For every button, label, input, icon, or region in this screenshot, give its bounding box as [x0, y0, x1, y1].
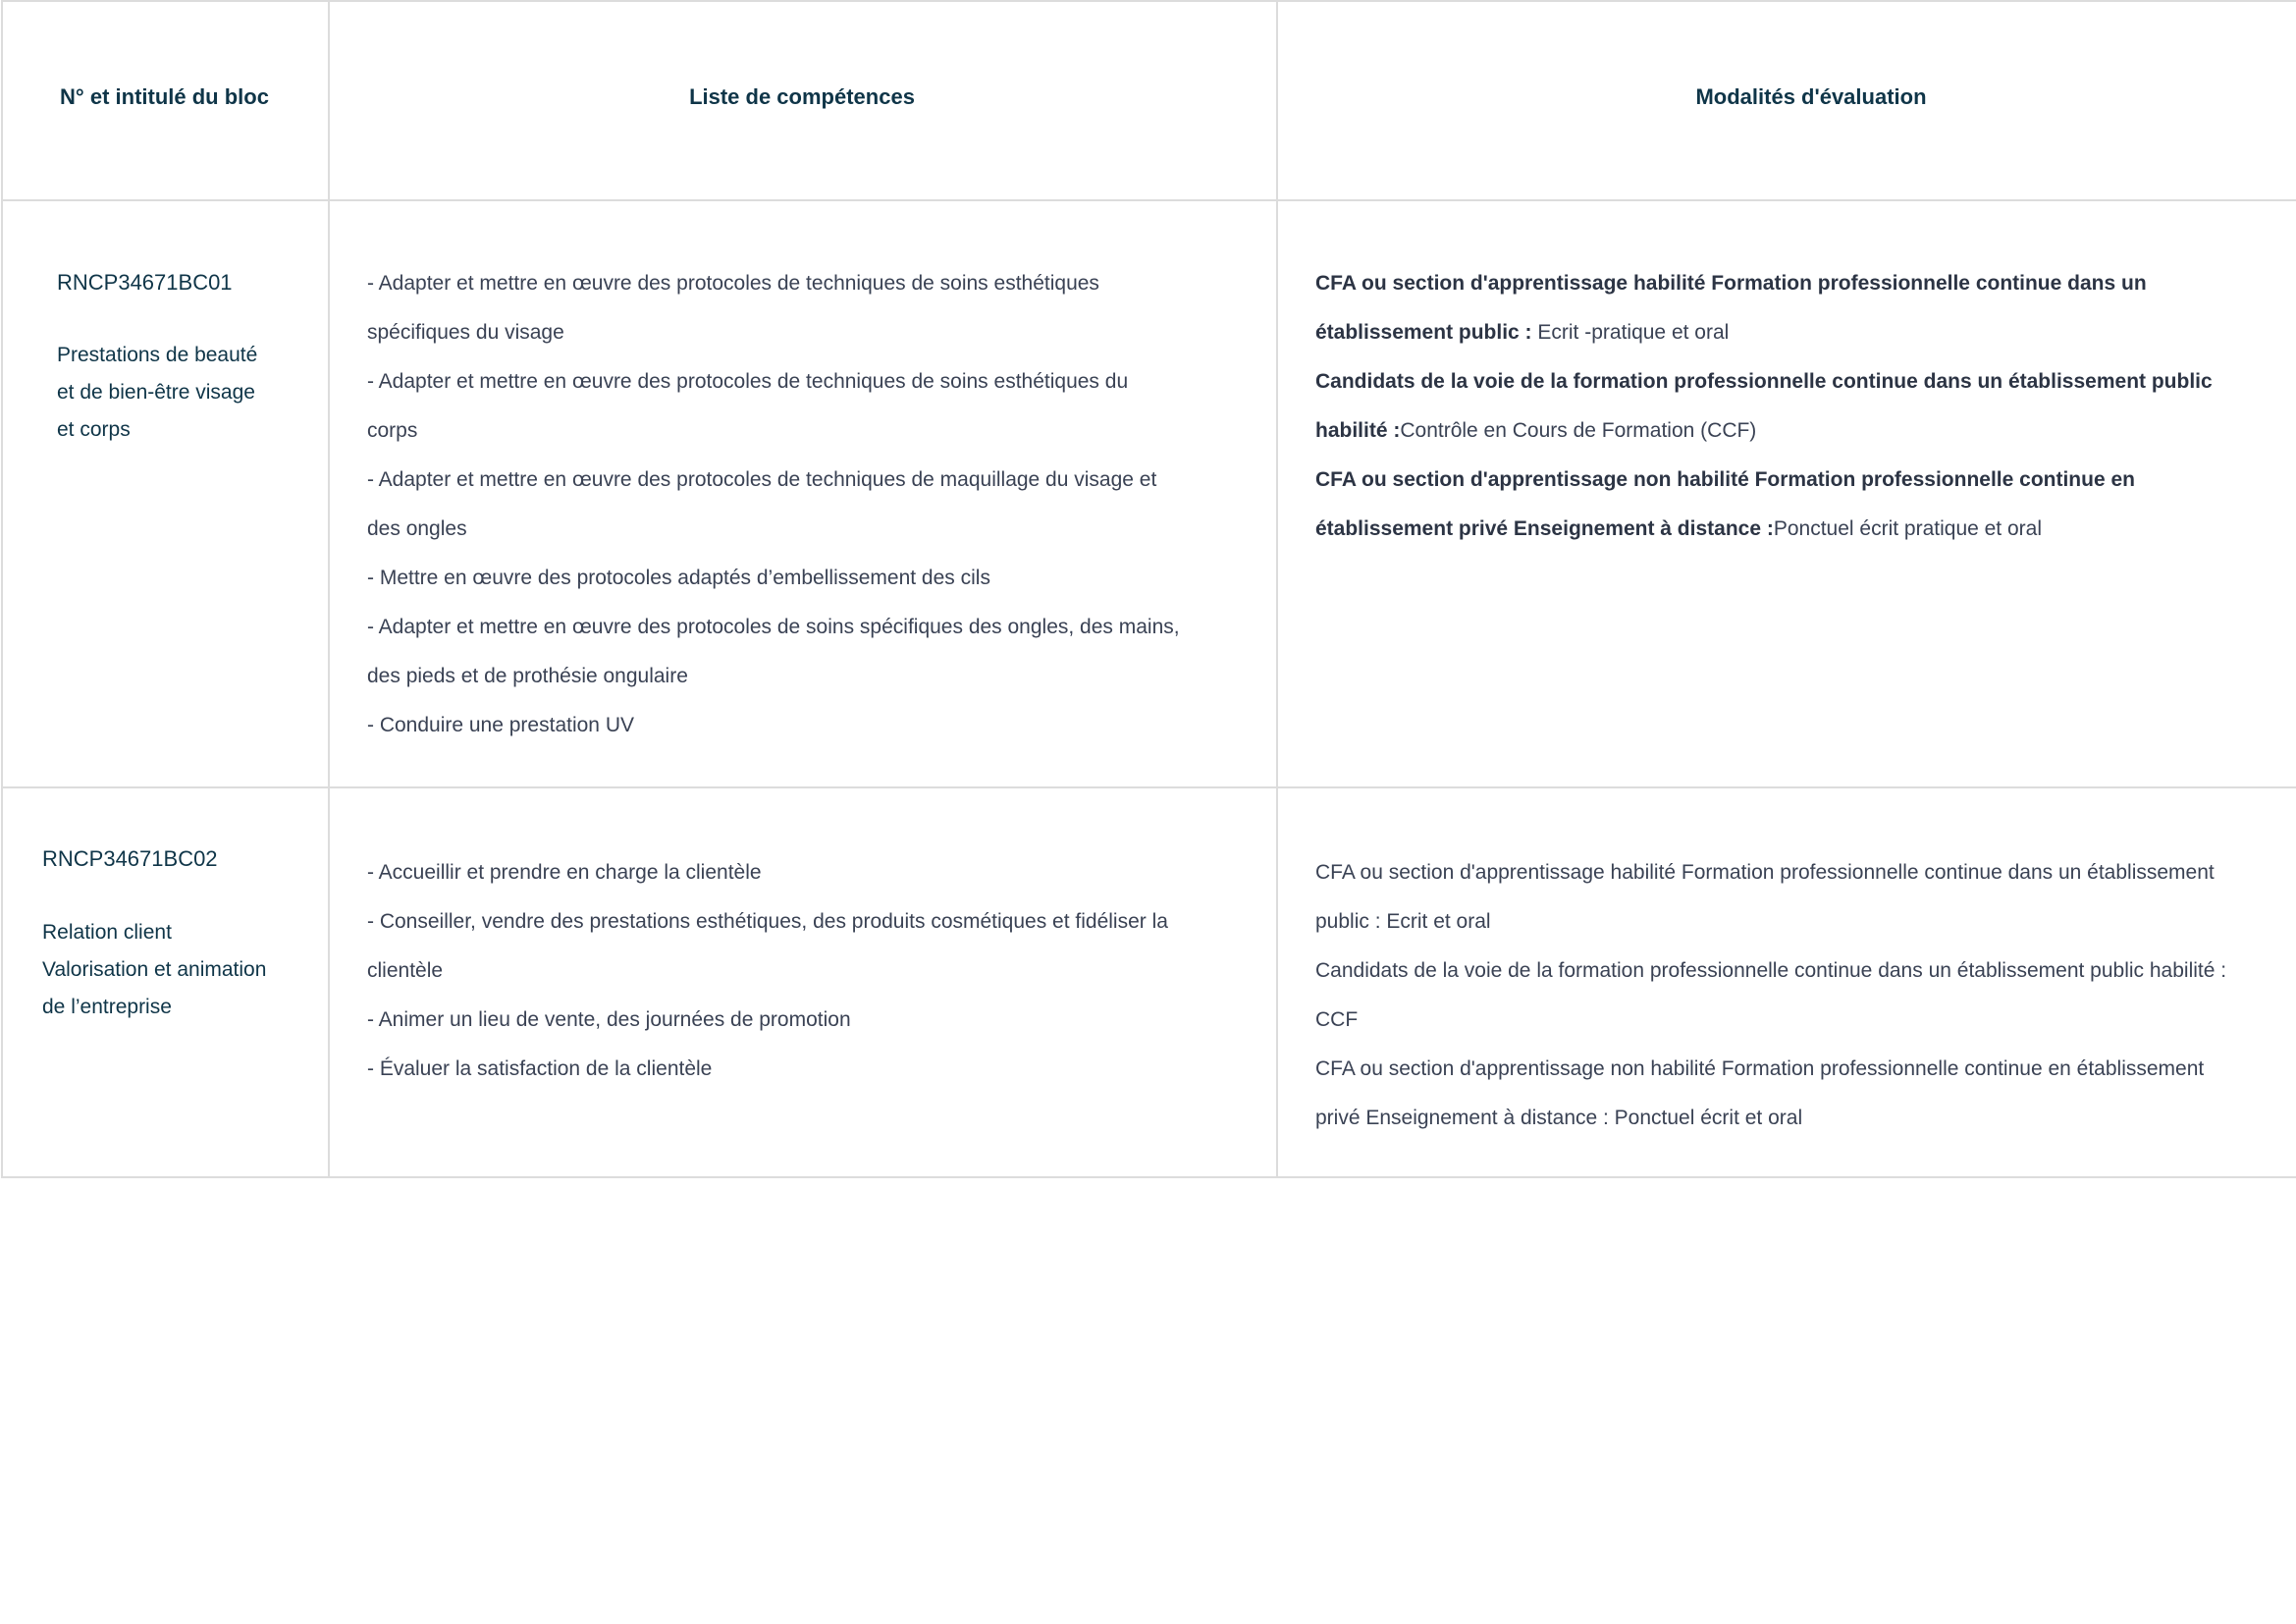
competence-line: clientèle: [367, 959, 444, 982]
evaluation-line: privé Enseignement à distance : Ponctuel écrit et oral: [1315, 1107, 1803, 1129]
row-divider: [3, 199, 2296, 201]
competence-line: - Accueillir et prendre en charge la clientèle: [367, 861, 762, 884]
bloc-title: Relation client Valorisation et animation de l’entreprise: [42, 921, 267, 1018]
competence-line: - Animer un lieu de vente, des journées de promotion: [367, 1008, 851, 1031]
bloc-code: RNCP34671BC01: [57, 270, 233, 295]
evaluation-text: [1315, 848, 2226, 1143]
evaluation-line: CFA ou section d'apprentissage non habilité Formation professionnelle continue en: [1315, 468, 2135, 491]
evaluation-line: CFA ou section d'apprentissage non habilité Formation professionnelle continue en établissement: [1315, 1057, 2205, 1080]
evaluation-line: public : Ecrit et oral: [1315, 910, 1491, 933]
evaluation-line: Candidats de la voie de la formation professionnelle continue dans un établissement public: [1315, 370, 2213, 393]
evaluation-line: CFA ou section d'apprentissage habilité Formation professionnelle continue dans un établissement: [1315, 861, 2215, 884]
evaluation-text: [1315, 259, 2213, 554]
competence-line: - Mettre en œuvre des protocoles adaptés d’embellissement des cils: [367, 567, 990, 589]
evaluation-line: Candidats de la voie de la formation professionnelle continue dans un établissement public habilité :: [1315, 959, 2227, 982]
evaluation-line: établissement public : Ecrit -pratique et oral: [1315, 321, 1730, 344]
competence-line: - Évaluer la satisfaction de la clientèle: [367, 1057, 713, 1080]
competence-line: des ongles: [367, 517, 467, 540]
evaluation-line: habilité :Contrôle en Cours de Formation (CCF): [1315, 419, 1757, 442]
evaluation-line: CCF: [1315, 1008, 1359, 1031]
competence-line: des pieds et de prothésie ongulaire: [367, 665, 688, 687]
column-divider: [328, 2, 330, 1176]
competence-line: - Conduire une prestation UV: [367, 714, 634, 736]
bloc-code: RNCP34671BC02: [42, 846, 218, 871]
header-bloc: N° et intitulé du bloc: [60, 84, 269, 109]
competence-line: - Conseiller, vendre des prestations esthétiques, des produits cosmétiques et fidéliser la: [367, 910, 1168, 933]
bloc-title: Prestations de beauté et de bien-être visage et corps: [57, 344, 258, 441]
competence-line: - Adapter et mettre en œuvre des protocoles de techniques de maquillage du visage et: [367, 468, 1157, 491]
column-divider: [1276, 2, 1278, 1176]
header-evaluation: Modalités d'évaluation: [1695, 84, 1927, 109]
competence-line: - Adapter et mettre en œuvre des protocoles de techniques de soins esthétiques du: [367, 370, 1129, 393]
row-divider: [3, 786, 2296, 788]
competence-list: [367, 848, 1168, 1094]
competence-line: - Adapter et mettre en œuvre des protocoles de soins spécifiques des ongles, des mains,: [367, 616, 1180, 638]
competence-line: spécifiques du visage: [367, 321, 564, 344]
evaluation-line: établissement privé Enseignement à distance :Ponctuel écrit pratique et oral: [1315, 517, 2042, 540]
evaluation-line: CFA ou section d'apprentissage habilité Formation professionnelle continue dans un: [1315, 272, 2147, 295]
competence-list: [367, 259, 1180, 750]
competence-line: - Adapter et mettre en œuvre des protocoles de techniques de soins esthétiques: [367, 272, 1099, 295]
header-competences: Liste de compétences: [689, 84, 915, 109]
competence-line: corps: [367, 419, 418, 442]
